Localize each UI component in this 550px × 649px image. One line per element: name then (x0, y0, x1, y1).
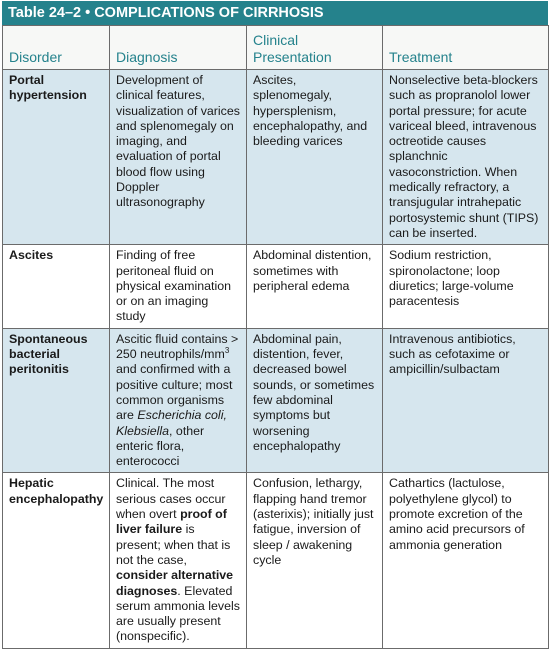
emphasis-text: consider alternative diagnoses (116, 568, 234, 598)
disorder-cell: Spontaneous bacterial peritonitis (3, 328, 110, 473)
presentation-cell: Abdominal distention, sometimes with peripheral edema (247, 245, 383, 328)
complications-table (2, 1, 548, 649)
diagnosis-text: , other enteric flora, enterococci (116, 423, 205, 469)
diagnosis-cell (110, 328, 247, 473)
table-row (3, 70, 549, 245)
presentation-cell: Confusion, lethargy, flapping hand tremor (asterixis); initially just fatigue, inversion of sleep / awakening cycle (247, 473, 383, 648)
treatment-cell: Sodium restriction, spironolactone; loop diuretics; large-volume paracentesis (383, 245, 549, 328)
table-row (3, 473, 549, 648)
presentation-cell: Ascites, splenomegaly, hypersplenism, encephalopathy, and bleeding varices (247, 70, 383, 245)
disorder-cell: Hepatic encephalopathy (3, 473, 110, 648)
treatment-cell: Nonselective beta-blockers such as propranolol lower portal pressure; for acute variceal bleed, intravenous octreotide causes splanchnic vasoconstriction. When medically refractory, a transjugular intrahepatic portosystemic shunt (TIPS) can be inserted. (383, 70, 549, 245)
table-title: Table 24–2 • COMPLICATIONS OF CIRRHOSIS (2, 1, 548, 25)
treatment-cell: Cathartics (lactulose, polyethylene glycol) to promote excretion of the amino acid precursors of ammonia generation (383, 473, 549, 648)
diagnosis-text: Ascitic fluid contains > 250 neutrophils/mm (116, 331, 239, 362)
header-diagnosis: Diagnosis (110, 26, 247, 70)
diagnosis-text: and confirmed with a positive culture; most common organisms are (116, 362, 233, 423)
table-row (3, 328, 549, 473)
header-clinical-presentation: Clinical Presentation (247, 26, 383, 70)
disorder-cell: Ascites (3, 245, 110, 328)
table-row (3, 245, 549, 328)
diagnosis-cell: Finding of free peritoneal fluid on physical examination or on an imaging study (110, 245, 247, 328)
diagnosis-cell: Development of clinical features, visualization of varices and splenomegaly on imaging, and evaluation of portal blood flow using Doppler ultrasonography (110, 70, 247, 245)
diagnosis-text: is present; when that is not the case, (116, 522, 231, 567)
disorder-cell: Portal hypertension (3, 70, 110, 245)
cirrhosis-table (2, 25, 549, 649)
emphasis-text: proof of liver failure (116, 507, 227, 537)
superscript: 3 (224, 345, 230, 355)
header-disorder: Disorder (3, 26, 110, 70)
diagnosis-cell (110, 473, 247, 648)
diagnosis-text: Clinical. The most serious cases occur when overt (116, 476, 226, 522)
header-row (3, 26, 549, 70)
presentation-cell: Abdominal pain, distention, fever, decreased bowel sounds, or sometimes few abdominal symptoms but worsening encephalopathy (247, 328, 383, 473)
treatment-cell: Intravenous antibiotics, such as cefotaxime or ampicillin/sulbactam (383, 328, 549, 473)
diagnosis-text: . Elevated serum ammonia levels are usually present (nonspecific). (116, 583, 240, 644)
header-treatment: Treatment (383, 26, 549, 70)
organism-names: Escherichia coli, Klebsiella (116, 408, 227, 438)
